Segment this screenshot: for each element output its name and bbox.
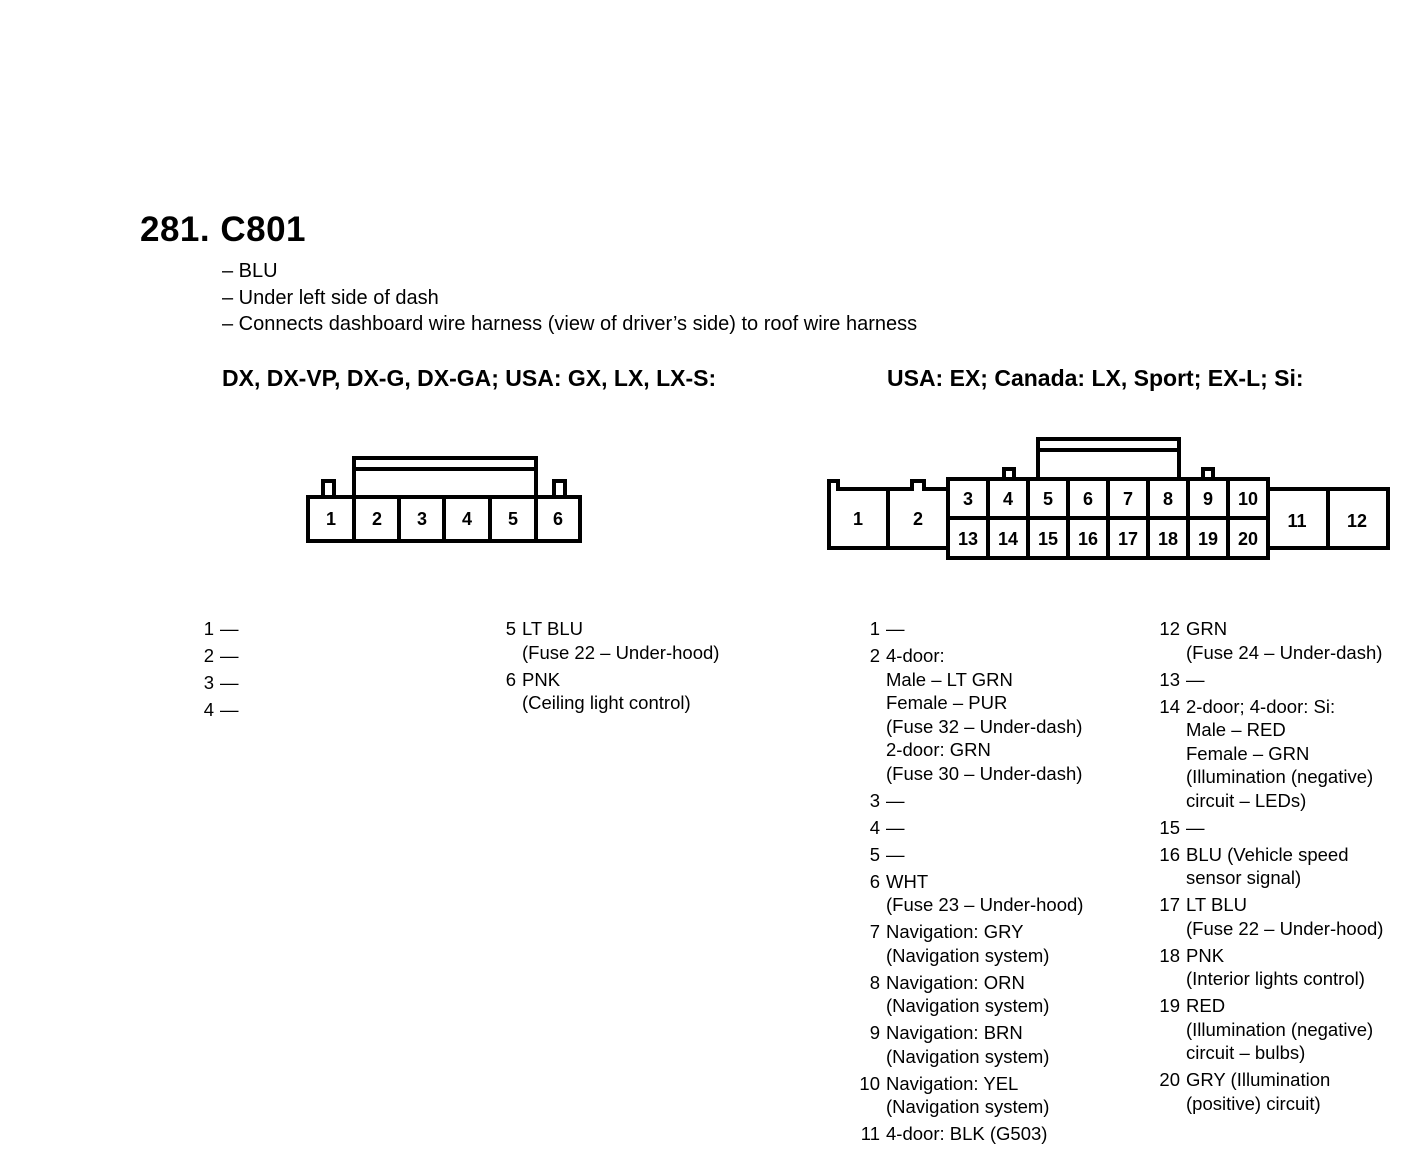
pin-label-5: 5 [1042, 489, 1054, 509]
pin-description-line: BLU (Vehicle speed [1186, 843, 1349, 865]
pin-description-line: (Ceiling light control) [522, 692, 691, 713]
pin-label-18: 18 [1157, 529, 1179, 549]
pin-entry-6 [482, 668, 719, 715]
left-variant-header: DX, DX-VP, DX-G, DX-GA; USA: GX, LX, LX-S: [222, 365, 717, 391]
pin-label-4: 4 [461, 509, 473, 529]
pin-number: 15 [1159, 816, 1180, 838]
pin-label-3: 3 [962, 489, 974, 509]
pin-description-line: (Fuse 22 – Under-hood) [1186, 917, 1384, 939]
pin-description-line: Navigation: ORN [886, 971, 1025, 993]
pin-number: 2 [203, 645, 214, 666]
left-pin-list-col1 [180, 617, 239, 725]
pin-description-line: 2-door; 4-door: Si: [1186, 695, 1336, 717]
pin-label-3: 3 [416, 509, 428, 529]
description-line: – BLU [222, 260, 278, 282]
pin-description-line: GRY (Illumination [1186, 1069, 1331, 1090]
pin-description-line: 4-door: [886, 645, 945, 666]
pin-description-line: (Fuse 23 – Under-hood) [886, 894, 1084, 915]
pin-number: 9 [869, 1022, 880, 1043]
pin-entry-12 [1146, 617, 1383, 664]
pin-description-line: circuit – bulbs) [1186, 1042, 1306, 1063]
pin-description-line: (Illumination (negative) [1186, 1018, 1374, 1040]
pin-label-14: 14 [997, 529, 1019, 549]
pin-number: 1 [869, 618, 880, 639]
pin-entry-9 [846, 1021, 1083, 1068]
pin-label-8: 8 [1162, 489, 1174, 509]
pin-entry-13 [1146, 668, 1383, 692]
pin-number: 1 [203, 618, 214, 639]
pin-description-line: (positive) circuit) [1186, 1092, 1321, 1114]
pin-description-line: Navigation: GRY [886, 921, 1024, 942]
right-variant-header: USA: EX; Canada: LX, Sport; EX-L; Si: [887, 365, 1304, 391]
pin-label-9: 9 [1202, 489, 1214, 509]
pin-description-line: — [1186, 816, 1205, 838]
pin-entry-1 [846, 617, 1083, 641]
pin-description-line: (Fuse 24 – Under-dash) [1186, 641, 1383, 663]
pin-entry-3 [180, 671, 239, 695]
pin-label-4: 4 [1002, 489, 1014, 509]
pin-entry-11 [846, 1122, 1083, 1146]
pin-label-6: 6 [1082, 489, 1094, 509]
pin-label-6: 6 [552, 509, 564, 529]
pin-description-line: Female – PUR [886, 692, 1008, 713]
pin-description-line: Female – GRN [1186, 742, 1310, 764]
pin-description-line: RED [1186, 995, 1226, 1016]
pin-description-line: — [220, 699, 239, 720]
pin-number: 2 [869, 645, 880, 666]
pin-entry-5 [846, 843, 1083, 867]
pin-description-line: LT BLU [1186, 894, 1248, 915]
page-title: 281. C801 [140, 210, 307, 249]
pin-description-line: (Navigation system) [886, 1045, 1050, 1067]
pin-label-16: 16 [1077, 529, 1099, 549]
pin-label-10: 10 [1237, 489, 1259, 509]
pin-label-2: 2 [371, 509, 383, 529]
pin-entry-16 [1146, 843, 1383, 890]
pin-description-line: (Fuse 30 – Under-dash) [886, 762, 1083, 784]
pin-description-line: — [886, 618, 905, 639]
right-pin-list-col2 [1146, 617, 1383, 1119]
pin-description-line: — [220, 645, 239, 666]
pin-description-line: 4-door: BLK (G503) [886, 1123, 1048, 1144]
pin-description-line: (Navigation system) [886, 995, 1050, 1016]
pin-number: 11 [860, 1123, 880, 1144]
pin-entry-2 [180, 644, 239, 668]
pin-number: 20 [1159, 1069, 1180, 1090]
pin-description-line: — [886, 816, 905, 838]
pin-number: 19 [1159, 995, 1180, 1016]
pin-entry-8 [846, 971, 1083, 1018]
pin-description-line: 2-door: GRN [886, 739, 991, 760]
pin-entry-3 [846, 789, 1083, 813]
pin-description-line: — [886, 843, 905, 865]
pin-label-13: 13 [957, 529, 979, 549]
pin-description-line: PNK [522, 668, 561, 690]
pin-label-19: 19 [1197, 529, 1219, 549]
pin-label-15: 15 [1037, 529, 1059, 549]
pin-entry-4 [180, 698, 239, 722]
pin-label-20: 20 [1237, 529, 1259, 549]
pin-entry-20 [1146, 1068, 1383, 1115]
pin-entry-18 [1146, 944, 1383, 991]
pin-description-line: (Fuse 22 – Under-hood) [522, 641, 720, 663]
pin-description-line: (Illumination (negative) [1186, 766, 1374, 787]
pin-number: 6 [505, 668, 516, 690]
pin-description-line: (Interior lights control) [1186, 968, 1365, 989]
description-line: – Under left side of dash [222, 286, 439, 309]
pin-label-2: 2 [912, 509, 924, 529]
pin-number: 5 [505, 618, 516, 639]
pin-number: 13 [1159, 668, 1180, 690]
pin-description-line: (Fuse 32 – Under-dash) [886, 715, 1083, 737]
pin-label-1: 1 [852, 509, 864, 529]
pin-description-line: Male – RED [1186, 719, 1286, 740]
pin-description-line: Navigation: YEL [886, 1072, 1019, 1094]
pin-number: 8 [869, 971, 880, 993]
pin-number: 12 [1159, 618, 1180, 639]
pin-description-line: Navigation: BRN [886, 1022, 1023, 1043]
pin-number: 5 [869, 843, 880, 865]
pin-entry-15 [1146, 816, 1383, 840]
pin-description-line: circuit – LEDs) [1186, 789, 1307, 811]
pin-entry-10 [846, 1072, 1083, 1119]
connector-20pin-latch [1038, 439, 1179, 479]
pin-entry-14 [1146, 695, 1383, 813]
pin-description-line: GRN [1186, 618, 1228, 639]
pin-label-11: 11 [1287, 511, 1307, 531]
pin-entry-1 [180, 617, 239, 641]
pin-entry-4 [846, 816, 1083, 840]
pin-label-1: 1 [325, 509, 337, 529]
pin-number: 6 [869, 870, 880, 892]
pin-number: 4 [869, 816, 880, 838]
pin-entry-2 [846, 644, 1083, 785]
pin-number: 18 [1159, 944, 1180, 966]
pin-entry-5 [482, 617, 719, 664]
pin-label-17: 17 [1117, 529, 1139, 549]
pin-entry-19 [1146, 994, 1383, 1065]
pin-description-line: PNK [1186, 944, 1225, 966]
pin-description-line: — [886, 789, 905, 811]
pin-number: 4 [203, 699, 214, 720]
pin-number: 14 [1159, 695, 1180, 717]
pin-entry-7 [846, 920, 1083, 967]
right-pin-list-col1 [846, 617, 1083, 1149]
pin-description-line: (Navigation system) [886, 944, 1050, 966]
pin-description-line: — [1186, 668, 1205, 690]
pin-number: 17 [1159, 894, 1180, 915]
pin-description-line: LT BLU [522, 618, 584, 639]
pin-label-12: 12 [1346, 511, 1368, 531]
pin-description-line: Male – LT GRN [886, 668, 1013, 690]
pin-entry-6 [846, 870, 1083, 917]
pin-description-line: (Navigation system) [886, 1096, 1050, 1117]
pin-number: 3 [869, 789, 880, 811]
pin-label-5: 5 [507, 509, 519, 529]
pin-number: 3 [203, 672, 214, 693]
description-line: – Connects dashboard wire harness (view of driver’s side) to roof wire harness [222, 313, 918, 335]
pin-number: 10 [859, 1072, 880, 1094]
pin-description-line: WHT [886, 870, 929, 892]
pin-description-line: sensor signal) [1186, 867, 1302, 888]
pin-label-7: 7 [1122, 489, 1134, 509]
pin-number: 7 [869, 921, 880, 942]
pin-number: 16 [1159, 843, 1180, 865]
left-pin-list-col2 [482, 617, 719, 718]
pin-description-line: — [220, 618, 239, 639]
pin-entry-17 [1146, 893, 1383, 940]
pin-description-line: — [220, 672, 239, 693]
